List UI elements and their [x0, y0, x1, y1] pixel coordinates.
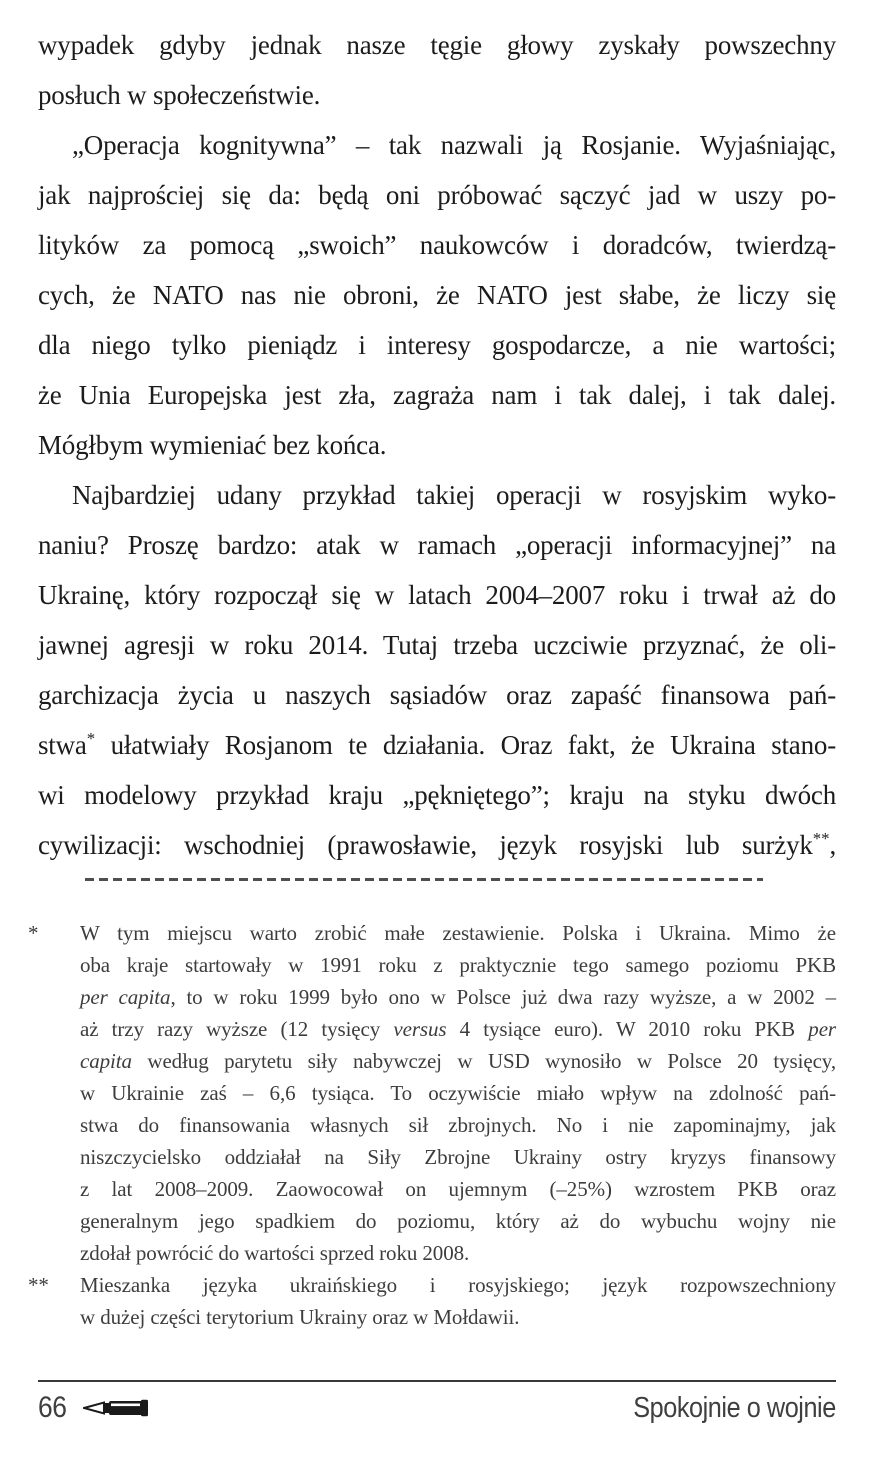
footnote-line: Mieszanka języka ukraińskiego i rosyjskiego; język rozpowszechniony: [80, 1273, 836, 1297]
footnotes: [28, 917, 836, 1333]
footnote-line: zdołał powrócić do wartości sprzed roku 2008.: [80, 1241, 470, 1265]
footnote-line: generalnym jego spadkiem do poziomu, który aż do wybuchu wojny nie: [80, 1209, 836, 1233]
footnote: [28, 917, 836, 1269]
footnote-line: w dużej części terytorium Ukrainy oraz w Mołdawii.: [80, 1305, 520, 1329]
footnote: [28, 1269, 836, 1333]
body-line: „Operacja kognitywna” – tak nazwali ją Rosjanie. Wyjaśniając,: [72, 130, 836, 160]
footnote-line: per capita, to w roku 1999 było ono w Polsce już dwa razy wyższe, a w 2002 –: [80, 985, 836, 1009]
body-line: jak najprościej się da: będą oni próbować sączyć jad w uszy po-: [38, 180, 836, 210]
body-paragraph: [38, 20, 836, 120]
footer-left-group: [38, 1391, 149, 1425]
footnote-separator: [85, 878, 763, 881]
body-paragraph: [38, 470, 836, 870]
body-line: wypadek gdyby jednak nasze tęgie głowy zyskały powszechny: [38, 30, 836, 60]
footnote-line: stwa do finansowania własnych sił zbrojnych. No i nie zapominajmy, jak: [80, 1113, 836, 1137]
body-line: Mógłbym wymieniać bez końca.: [38, 430, 387, 460]
footnote-line: niszczycielsko oddziałał na Siły Zbrojne Ukrainy ostry kryzys finansowy: [80, 1145, 836, 1169]
footnote-line: w Ukrainie zaś – 6,6 tysiąca. To oczywiście miało wpływ na zdolność pań-: [80, 1081, 836, 1105]
footnote-line: oba kraje startowały w 1991 roku z praktycznie tego samego poziomu PKB: [80, 953, 836, 977]
footnote-line: capita według parytetu siły nabywczej w USD wynosiło w Polsce 20 tysięcy,: [80, 1049, 836, 1073]
body-line: jawnej agresji w roku 2014. Tutaj trzeba uczciwie przyznać, że oli-: [38, 630, 836, 660]
book-title: Spokojnie o wojnie: [633, 1391, 836, 1424]
footnote-text: [80, 917, 836, 1269]
body-line: lityków za pomocą „swoich” naukowców i doradców, twierdzą-: [38, 230, 836, 260]
footnote-line: W tym miejscu warto zrobić małe zestawienie. Polska i Ukraina. Mimo że: [80, 921, 836, 945]
footnote-line: aż trzy razy wyższe (12 tysięcy versus 4 tysiące euro). W 2010 roku PKB per: [80, 1017, 836, 1041]
footnote-text: [80, 1269, 836, 1333]
body-line: Ukrainę, który rozpoczął się w latach 2004–2007 roku i trwał aż do: [38, 580, 836, 610]
body-line: posłuch w społeczeństwie.: [38, 80, 321, 110]
footnote-marker: *: [28, 921, 39, 945]
body-line: cych, że NATO nas nie obroni, że NATO jest słabe, że liczy się: [38, 280, 836, 310]
body-line: dla niego tylko pieniądz i interesy gospodarcze, a nie wartości;: [38, 330, 836, 360]
footnote-marker: **: [28, 1273, 49, 1297]
body-line: naniu? Proszę bardzo: atak w ramach „operacji informacyjnej” na: [38, 530, 836, 560]
body-line: wi modelowy przykład kraju „pękniętego”; kraju na styku dwóch: [38, 780, 836, 810]
body-line: Najbardziej udany przykład takiej operacji w rosyjskim wyko-: [72, 480, 836, 510]
body-line: stwa* ułatwiały Rosjanom te działania. Oraz fakt, że Ukraina stano-: [38, 729, 836, 760]
body-line: garchizacja życia u naszych sąsiadów oraz zapaść finansowa pań-: [38, 680, 836, 710]
body-line: cywilizacji: wschodniej (prawosławie, język rosyjski lub surżyk**,: [38, 829, 836, 860]
body-line: że Unia Europejska jest zła, zagraża nam i tak dalej, i tak dalej.: [38, 380, 836, 410]
page-number: 66: [38, 1391, 67, 1424]
bullet-cartridge-icon: [83, 1398, 149, 1418]
footnote-line: z lat 2008–2009. Zaowocował on ujemnym (–25%) wzrostem PKB oraz: [80, 1177, 836, 1201]
body-paragraph: [38, 120, 836, 470]
page-footer: [38, 1380, 836, 1425]
